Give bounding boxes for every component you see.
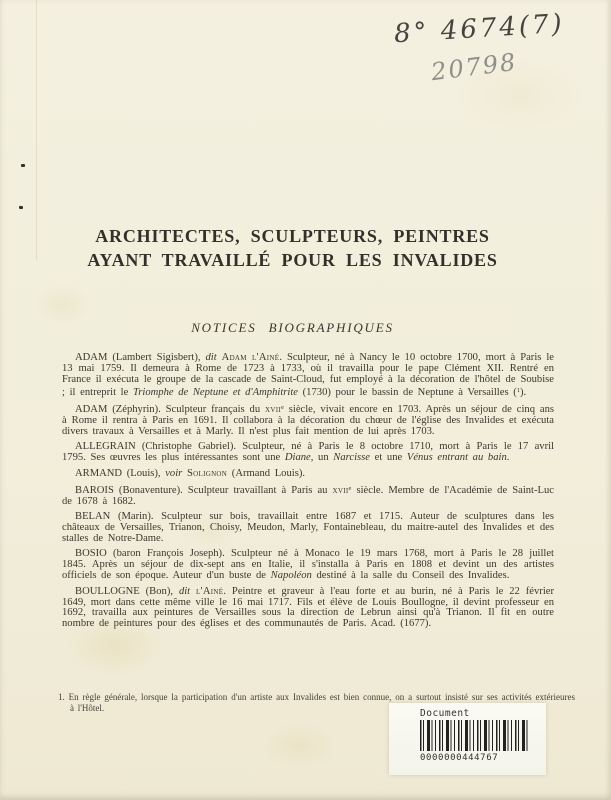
paper-crease xyxy=(36,0,37,260)
text-segment: Narcisse xyxy=(333,452,370,464)
text-segment: BAROIS (Bonaventure). Sculpteur travaillant à Paris au xyxy=(75,484,333,496)
entry-paragraph xyxy=(62,469,554,480)
page-title xyxy=(40,224,545,272)
text-segment: destiné à la salle du Conseil des Invalides. xyxy=(311,570,510,582)
text-segment: Triomphe de Neptune et d'Amphitrite xyxy=(132,386,298,398)
barcode-sticker xyxy=(389,703,546,775)
text-segment: BOULLOGNE (Bon), xyxy=(75,585,179,597)
text-segment: Vénus entrant au bain xyxy=(406,452,507,464)
text-segment: Napoléon xyxy=(270,570,312,582)
text-segment: dit xyxy=(205,352,217,363)
barcode-icon xyxy=(420,720,528,751)
text-segment: BOSIO (baron François Joseph). Sculpteur né à Monaco le 19 mars 1768, mort à Paris le 28 juillet 1845. Après un séjour de dix-sept ans en Italie, il s'installa à Paris en 1808 et devint un des artistes officiels de son époque. Auteur d'un buste de xyxy=(62,548,554,582)
biographical-entries xyxy=(62,353,554,635)
entry-paragraph xyxy=(62,484,554,508)
text-segment: . xyxy=(506,452,510,464)
barcode-number: 0000000444767 xyxy=(420,753,499,763)
entry-paragraph xyxy=(62,403,554,438)
text-segment: . Peintre et graveur à l'eau forte et au burin, né à Paris le 22 février 1649, mort dans cette même ville le 16 mai 1717. Fils et élève de Louis Boullogne, il devint professeur en 1692, travailla aux peintures de Versailles sous la direction de Lebrun ainsi qu'à Trianon. Il fit en outre nombre de peintures pour des églises et des communautés de Paris. Acad. (1677). xyxy=(62,585,554,630)
binding-hole xyxy=(19,206,23,210)
text-segment: BELAN (Marin). Sculpteur sur bois, travaillait entre 1687 et 1715. Auteur de sculptures dans les châteaux de Versailles, Trianon, Choisy, Meudon, Marly, Fontainebleau, du maitre-autel des Invalides et des stalles de Notre-Dame. xyxy=(62,511,554,545)
text-segment: (1730) pour le bassin de Neptune à Versailles ( xyxy=(298,386,517,398)
text-segment: l'Ainé xyxy=(196,585,224,597)
text-segment: e xyxy=(280,404,284,412)
text-segment: dit xyxy=(178,585,191,597)
barcode-label: Document xyxy=(420,708,470,719)
entry-paragraph xyxy=(62,442,554,464)
footnote-text: En règle générale, lorsque la participation d'un artiste aux Invalides est bien connue, on a surtout insisté sur ses activités extérieures à l'Hôtel. xyxy=(68,692,575,713)
text-segment: Adam l'Ainé xyxy=(221,352,280,363)
page-title-line2: AYANT TRAVAILLÉ POUR LES INVALIDES xyxy=(87,250,498,270)
text-segment: ADAM (Zéphyrin). Sculpteur français du xyxy=(75,404,265,416)
entry-paragraph xyxy=(62,512,554,545)
entry-paragraph xyxy=(62,587,554,631)
binding-hole xyxy=(21,164,25,167)
text-segment: ADAM (Lambert Sigisbert), xyxy=(75,352,206,363)
page-title-line1: ARCHITECTES, SCULPTEURS, PEINTRES xyxy=(95,226,490,246)
text-segment: , un xyxy=(310,452,334,464)
text-segment: xvii xyxy=(264,404,281,416)
entry-paragraph xyxy=(62,353,554,399)
entry-paragraph xyxy=(62,549,554,582)
text-segment: e xyxy=(348,484,352,492)
text-segment: (Armand Louis). xyxy=(227,467,306,479)
text-segment: 1 xyxy=(516,386,521,394)
text-segment: Solignon xyxy=(186,467,228,479)
text-segment: ALLEGRAIN (Christophe Gabriel). Sculpteur, né à Paris le 8 octobre 1710, mort à Paris le 17 avril 1795. Ses œuvres les plus intéressantes sont une xyxy=(62,441,554,464)
text-segment: voir xyxy=(165,467,183,479)
page-subtitle: NOTICES BIOGRAPHIQUES xyxy=(191,320,394,335)
text-segment: ARMAND (Louis), xyxy=(75,467,166,479)
text-segment: Diane xyxy=(284,452,311,464)
text-segment: xvii xyxy=(332,484,349,496)
text-segment: siècle, vivait encore en 1703. Après un séjour de cinq ans à Rome il rentra à Paris en 1691. Il collabora à la décoration du chœur de l'église des Invalides et exécuta divers travaux à Versailles et à Marly. Il n'est plus fait mention de lui après 1703. xyxy=(62,404,554,437)
text-segment: ). xyxy=(520,386,527,398)
handwritten-accession-number: 20798 xyxy=(429,47,519,87)
footnote-marker: 1. xyxy=(58,692,65,702)
handwritten-shelfmark: 8° 4674(7) xyxy=(393,8,566,50)
text-segment: siècle. Membre de l'Académie de Saint-Luc de 1678 à 1682. xyxy=(62,484,555,507)
text-segment: et une xyxy=(369,452,407,464)
text-segment: . Sculpteur, né à Nancy le 10 octobre 1700, mort à Paris le 13 mai 1759. Il demeura à Rome de 1723 à 1733, où il travailla pour le pape Clément XII. Rentré en France il exécuta le groupe de la cascade de Saint-Cloud, fut employé à la décoration de l'hôtel de Soubise ; il entreprit le xyxy=(62,352,554,398)
